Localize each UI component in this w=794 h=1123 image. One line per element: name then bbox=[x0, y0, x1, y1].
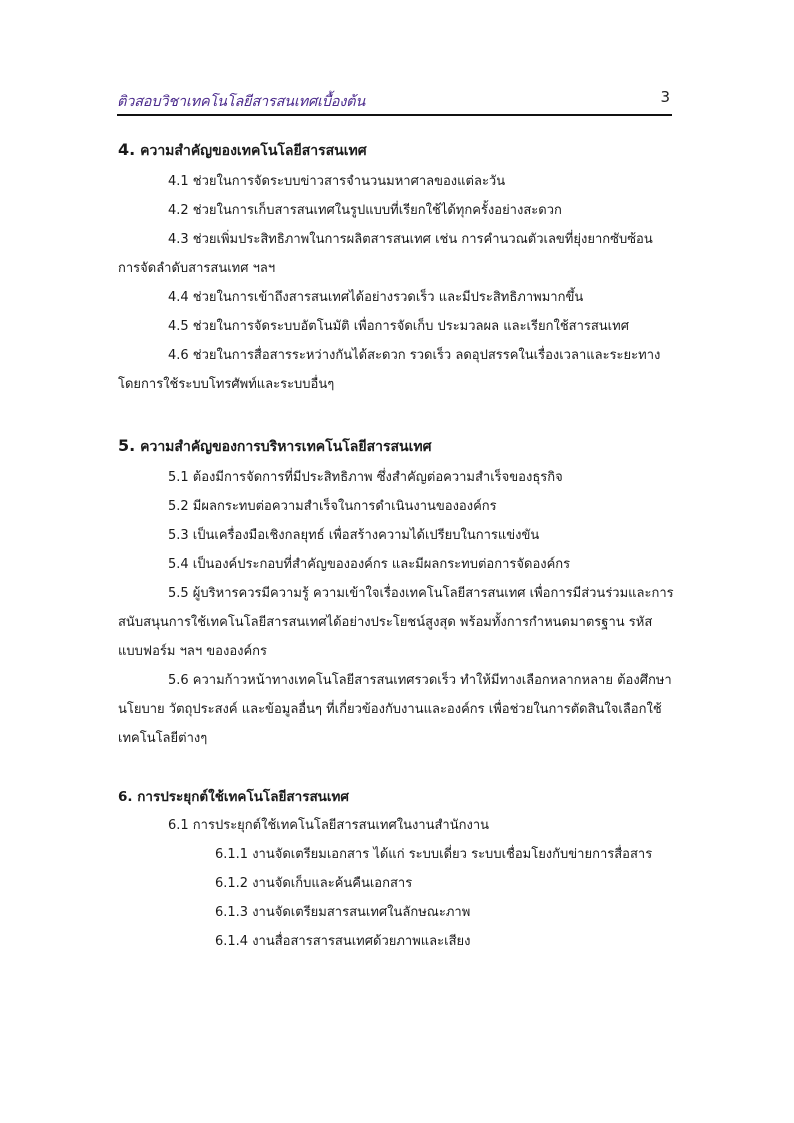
section-6-heading bbox=[118, 788, 349, 806]
list-item: 5.4 เป็นองค์ประกอบที่สำคัญขององค์กร และมีผลกระทบต่อการจัดองค์กร bbox=[168, 557, 571, 572]
list-item-continuation: แบบฟอร์ม ฯลฯ ขององค์กร bbox=[118, 644, 268, 659]
header-title: ติวสอบวิชาเทคโนโลยีสารสนเทศเบื้องต้น bbox=[117, 94, 366, 110]
list-item-continuation: การจัดลำดับสารสนเทศ ฯลฯ bbox=[118, 261, 276, 276]
section-title: การประยุกต์ใช้เทคโนโลยีสารสนเทศ bbox=[132, 789, 349, 805]
section-number: 5. bbox=[118, 436, 136, 455]
list-item-continuation: สนับสนุนการใช้เทคโนโลยีสารสนเทศได้อย่างประโยชน์สูงสุด พร้อมทั้งการกำหนดมาตรฐาน รหัส bbox=[118, 615, 653, 630]
section-title: ความสำคัญของเทคโนโลยีสารสนเทศ bbox=[135, 143, 367, 159]
list-item-continuation: โดยการใช้ระบบโทรศัพท์และระบบอื่นๆ bbox=[118, 377, 335, 392]
list-item: 4.5 ช่วยในการจัดระบบอัตโนมัติ เพื่อการจัดเก็บ ประมวลผล และเรียกใช้สารสนเทศ bbox=[168, 319, 629, 334]
list-item: 4.1 ช่วยในการจัดระบบข่าวสารจำนวนมหาศาลของแต่ละวัน bbox=[168, 174, 506, 189]
list-item: 4.4 ช่วยในการเข้าถึงสารสนเทศได้อย่างรวดเร็ว และมีประสิทธิภาพมากขึ้น bbox=[168, 290, 584, 305]
list-item: 5.6 ความก้าวหน้าทางเทคโนโลยีสารสนเทศรวดเร็ว ทำให้มีทางเลือกหลากหลาย ต้องศึกษา bbox=[168, 673, 672, 688]
sub-list-item: 6.1.2 งานจัดเก็บและค้นคืนเอกสาร bbox=[215, 876, 413, 891]
list-item: 5.5 ผู้บริหารควรมีความรู้ ความเข้าใจเรื่องเทคโนโลยีสารสนเทศ เพื่อการมีส่วนร่วมและการ bbox=[168, 586, 674, 601]
section-5-heading bbox=[118, 437, 432, 456]
list-item: 5.1 ต้องมีการจัดการที่มีประสิทธิภาพ ซึ่งสำคัญต่อความสำเร็จของธุรกิจ bbox=[168, 470, 563, 485]
sub-list-item: 6.1.4 งานสื่อสารสารสนเทศด้วยภาพและเสียง bbox=[215, 934, 471, 949]
section-number: 6. bbox=[118, 789, 133, 805]
sub-list-item: 6.1.1 งานจัดเตรียมเอกสาร ได้แก่ ระบบเดี่ยว ระบบเชื่อมโยงกับข่ายการสื่อสาร bbox=[215, 847, 653, 862]
list-item-continuation: เทคโนโลยีต่างๆ bbox=[118, 731, 208, 746]
list-item-continuation: นโยบาย วัตถุประสงค์ และข้อมูลอื่นๆ ที่เกี่ยวข้องกับงานและองค์กร เพื่อช่วยในการตัดสินใจเลือกใช้ bbox=[118, 702, 662, 717]
list-item: 4.2 ช่วยในการเก็บสารสนเทศในรูปแบบที่เรียกใช้ได้ทุกครั้งอย่างสะดวก bbox=[168, 203, 562, 218]
header-rule bbox=[117, 114, 672, 116]
list-item: 6.1 การประยุกต์ใช้เทคโนโลยีสารสนเทศในงานสำนักงาน bbox=[168, 818, 490, 833]
page-number: 3 bbox=[660, 88, 670, 106]
section-4-heading bbox=[118, 141, 367, 160]
list-item: 5.3 เป็นเครื่องมือเชิงกลยุทธ์ เพื่อสร้างความได้เปรียบในการแข่งขัน bbox=[168, 528, 540, 543]
list-item: 4.3 ช่วยเพิ่มประสิทธิภาพในการผลิตสารสนเทศ เช่น การคำนวณตัวเลขที่ยุ่งยากซับซ้อน bbox=[168, 232, 653, 247]
list-item: 4.6 ช่วยในการสื่อสารระหว่างกันได้สะดวก รวดเร็ว ลดอุปสรรคในเรื่องเวลาและระยะทาง bbox=[168, 348, 661, 363]
page-header bbox=[117, 88, 672, 118]
section-title: ความสำคัญของการบริหารเทคโนโลยีสารสนเทศ bbox=[135, 439, 432, 455]
list-item: 5.2 มีผลกระทบต่อความสำเร็จในการดำเนินงานขององค์กร bbox=[168, 499, 497, 514]
sub-list-item: 6.1.3 งานจัดเตรียมสารสนเทศในลักษณะภาพ bbox=[215, 905, 471, 920]
section-number: 4. bbox=[118, 140, 136, 159]
